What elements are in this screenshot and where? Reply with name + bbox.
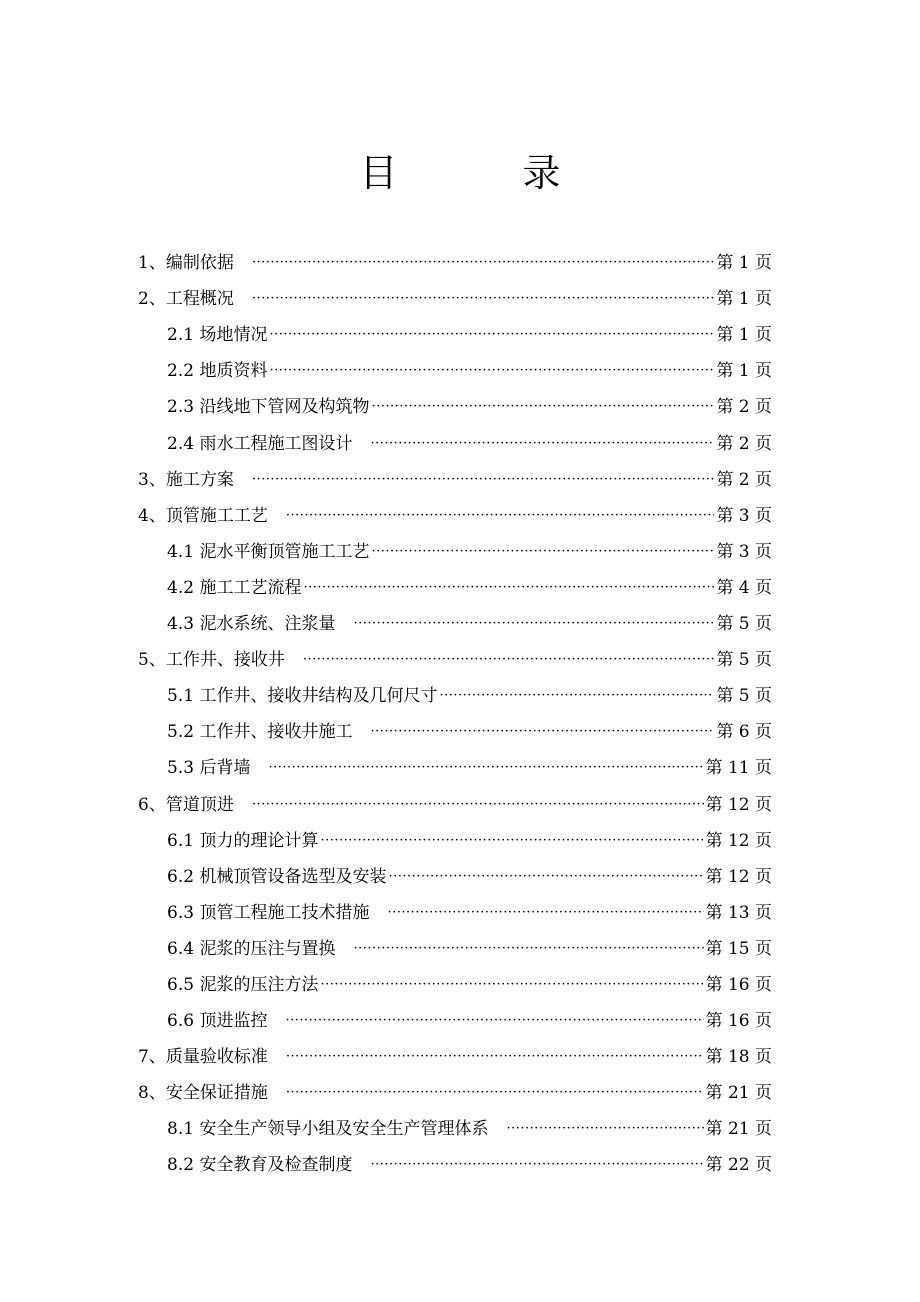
toc-entry-label: 8、安全保证措施 — [138, 1083, 268, 1104]
toc-entry-label: 6.2 机械顶管设备选型及安装 — [167, 866, 387, 887]
toc-dot-leader — [320, 967, 703, 1003]
toc-entry[interactable] — [138, 1147, 772, 1183]
toc-entry-label: 6、管道顶进 — [138, 794, 234, 815]
toc-title-char-1: 目 — [359, 151, 398, 195]
toc-dot-leader — [387, 895, 703, 931]
toc-entry-label: 4.2 施工工艺流程 — [167, 577, 302, 598]
toc-entry[interactable] — [138, 425, 772, 461]
toc-entry[interactable] — [138, 714, 772, 750]
toc-entry[interactable] — [138, 895, 772, 931]
toc-entry[interactable] — [138, 317, 772, 353]
toc-entry-page: 第 2 页 — [716, 433, 772, 454]
toc-entry[interactable] — [138, 1111, 772, 1147]
toc-entry-page: 第 2 页 — [716, 469, 772, 490]
toc-entry[interactable] — [138, 678, 772, 714]
toc-entry-label: 6.1 顶力的理论计算 — [167, 830, 319, 851]
toc-entry-page: 第 5 页 — [716, 614, 772, 635]
toc-entry[interactable] — [138, 642, 772, 678]
toc-dot-leader — [388, 859, 703, 895]
toc-dot-leader — [303, 642, 715, 678]
toc-entry-label: 4.3 泥水系统、注浆量 — [167, 614, 336, 635]
toc-dot-leader — [252, 245, 715, 281]
toc-entry-page: 第 12 页 — [705, 866, 772, 887]
toc-dot-leader — [252, 462, 715, 498]
toc-entry[interactable] — [138, 1003, 772, 1039]
toc-dot-leader — [320, 823, 703, 859]
toc-dot-leader — [252, 281, 715, 317]
toc-entry-label: 5.1 工作井、接收井结构及几何尺寸 — [167, 686, 438, 707]
toc-entry[interactable] — [138, 859, 772, 895]
toc-entry[interactable] — [138, 534, 772, 570]
toc-entry-label: 7、质量验收标准 — [138, 1047, 268, 1068]
toc-entry-page: 第 21 页 — [705, 1119, 772, 1140]
toc-entry-page: 第 3 页 — [716, 505, 772, 526]
toc-dot-leader — [353, 606, 714, 642]
toc-entry[interactable] — [138, 606, 772, 642]
toc-entry-label: 2、工程概况 — [138, 289, 234, 310]
toc-entry-label: 5.2 工作井、接收井施工 — [167, 722, 353, 743]
toc-entry[interactable] — [138, 931, 772, 967]
toc-entry-page: 第 3 页 — [716, 541, 772, 562]
toc-entry-label: 2.4 雨水工程施工图设计 — [167, 433, 353, 454]
toc-entry-page: 第 21 页 — [705, 1083, 772, 1104]
toc-entry-page: 第 12 页 — [705, 830, 772, 851]
toc-entry[interactable] — [138, 750, 772, 786]
toc-entry[interactable] — [138, 1075, 772, 1111]
toc-entry-page: 第 11 页 — [705, 758, 772, 779]
toc-entry-page: 第 2 页 — [716, 397, 772, 418]
toc-entry-page: 第 15 页 — [705, 938, 772, 959]
toc-title-char-2: 录 — [522, 151, 561, 195]
toc-entry-label: 2.2 地质资料 — [167, 361, 268, 382]
toc-entry-page: 第 1 页 — [716, 253, 772, 274]
toc-entry-label: 5.3 后背墙 — [167, 758, 251, 779]
toc-entry-page: 第 18 页 — [705, 1047, 772, 1068]
toc-entry-page: 第 6 页 — [716, 722, 772, 743]
toc-dot-leader — [269, 317, 714, 353]
toc-dot-leader — [370, 426, 714, 462]
toc-dot-leader — [269, 353, 714, 389]
toc-entry-label: 3、施工方案 — [138, 469, 234, 490]
toc-dot-leader — [252, 787, 704, 823]
toc-dot-leader — [286, 1039, 704, 1075]
toc-entry[interactable] — [138, 353, 772, 389]
toc-entry[interactable] — [138, 462, 772, 498]
toc-entry-page: 第 13 页 — [705, 902, 772, 923]
toc-entry[interactable] — [138, 786, 772, 822]
toc-entry-label: 6.5 泥浆的压注方法 — [167, 974, 319, 995]
toc-entry-page: 第 1 页 — [716, 361, 772, 382]
toc-dot-leader — [371, 534, 714, 570]
toc-entry-page: 第 12 页 — [705, 794, 772, 815]
toc-dot-leader — [506, 1111, 703, 1147]
toc-dot-leader — [286, 498, 715, 534]
toc-entry[interactable] — [138, 823, 772, 859]
toc-dot-leader — [286, 1075, 704, 1111]
toc-entry[interactable] — [138, 281, 772, 317]
toc-entry[interactable] — [138, 389, 772, 425]
toc-entry-page: 第 16 页 — [705, 1011, 772, 1032]
toc-entry[interactable] — [138, 967, 772, 1003]
toc-entry-label: 6.3 顶管工程施工技术措施 — [167, 902, 370, 923]
toc-dot-leader — [370, 1147, 703, 1183]
toc-entry-page: 第 16 页 — [705, 974, 772, 995]
toc-dot-leader — [303, 570, 714, 606]
toc-entry-label: 4、顶管施工工艺 — [138, 505, 268, 526]
toc-entry[interactable] — [138, 1039, 772, 1075]
toc-entry[interactable] — [138, 570, 772, 606]
toc-dot-leader — [285, 1003, 703, 1039]
toc-entry[interactable] — [138, 245, 772, 281]
toc-title — [0, 145, 920, 201]
toc-dot-leader — [439, 678, 714, 714]
toc-entry-page: 第 5 页 — [716, 650, 772, 671]
toc-dot-leader — [353, 931, 703, 967]
toc-entry-label: 6.6 顶进监控 — [167, 1011, 268, 1032]
toc-dot-leader — [370, 714, 714, 750]
toc-entry-label: 1、编制依据 — [138, 253, 234, 274]
toc-entry-label: 4.1 泥水平衡顶管施工工艺 — [167, 541, 370, 562]
toc-entry-label: 5、工作井、接收井 — [138, 650, 285, 671]
toc-dot-leader — [268, 750, 703, 786]
toc-entry-page: 第 4 页 — [716, 577, 772, 598]
toc-list — [138, 245, 772, 1183]
toc-entry-label: 2.1 场地情况 — [167, 325, 268, 346]
toc-entry[interactable] — [138, 498, 772, 534]
toc-entry-page: 第 22 页 — [705, 1155, 772, 1176]
toc-entry-label: 2.3 沿线地下管网及构筑物 — [167, 397, 370, 418]
toc-entry-label: 8.1 安全生产领导小组及安全生产管理体系 — [167, 1119, 489, 1140]
toc-entry-label: 6.4 泥浆的压注与置换 — [167, 938, 336, 959]
toc-entry-page: 第 5 页 — [716, 686, 772, 707]
toc-dot-leader — [371, 389, 714, 425]
toc-entry-page: 第 1 页 — [716, 325, 772, 346]
toc-entry-label: 8.2 安全教育及检查制度 — [167, 1155, 353, 1176]
toc-entry-page: 第 1 页 — [716, 289, 772, 310]
